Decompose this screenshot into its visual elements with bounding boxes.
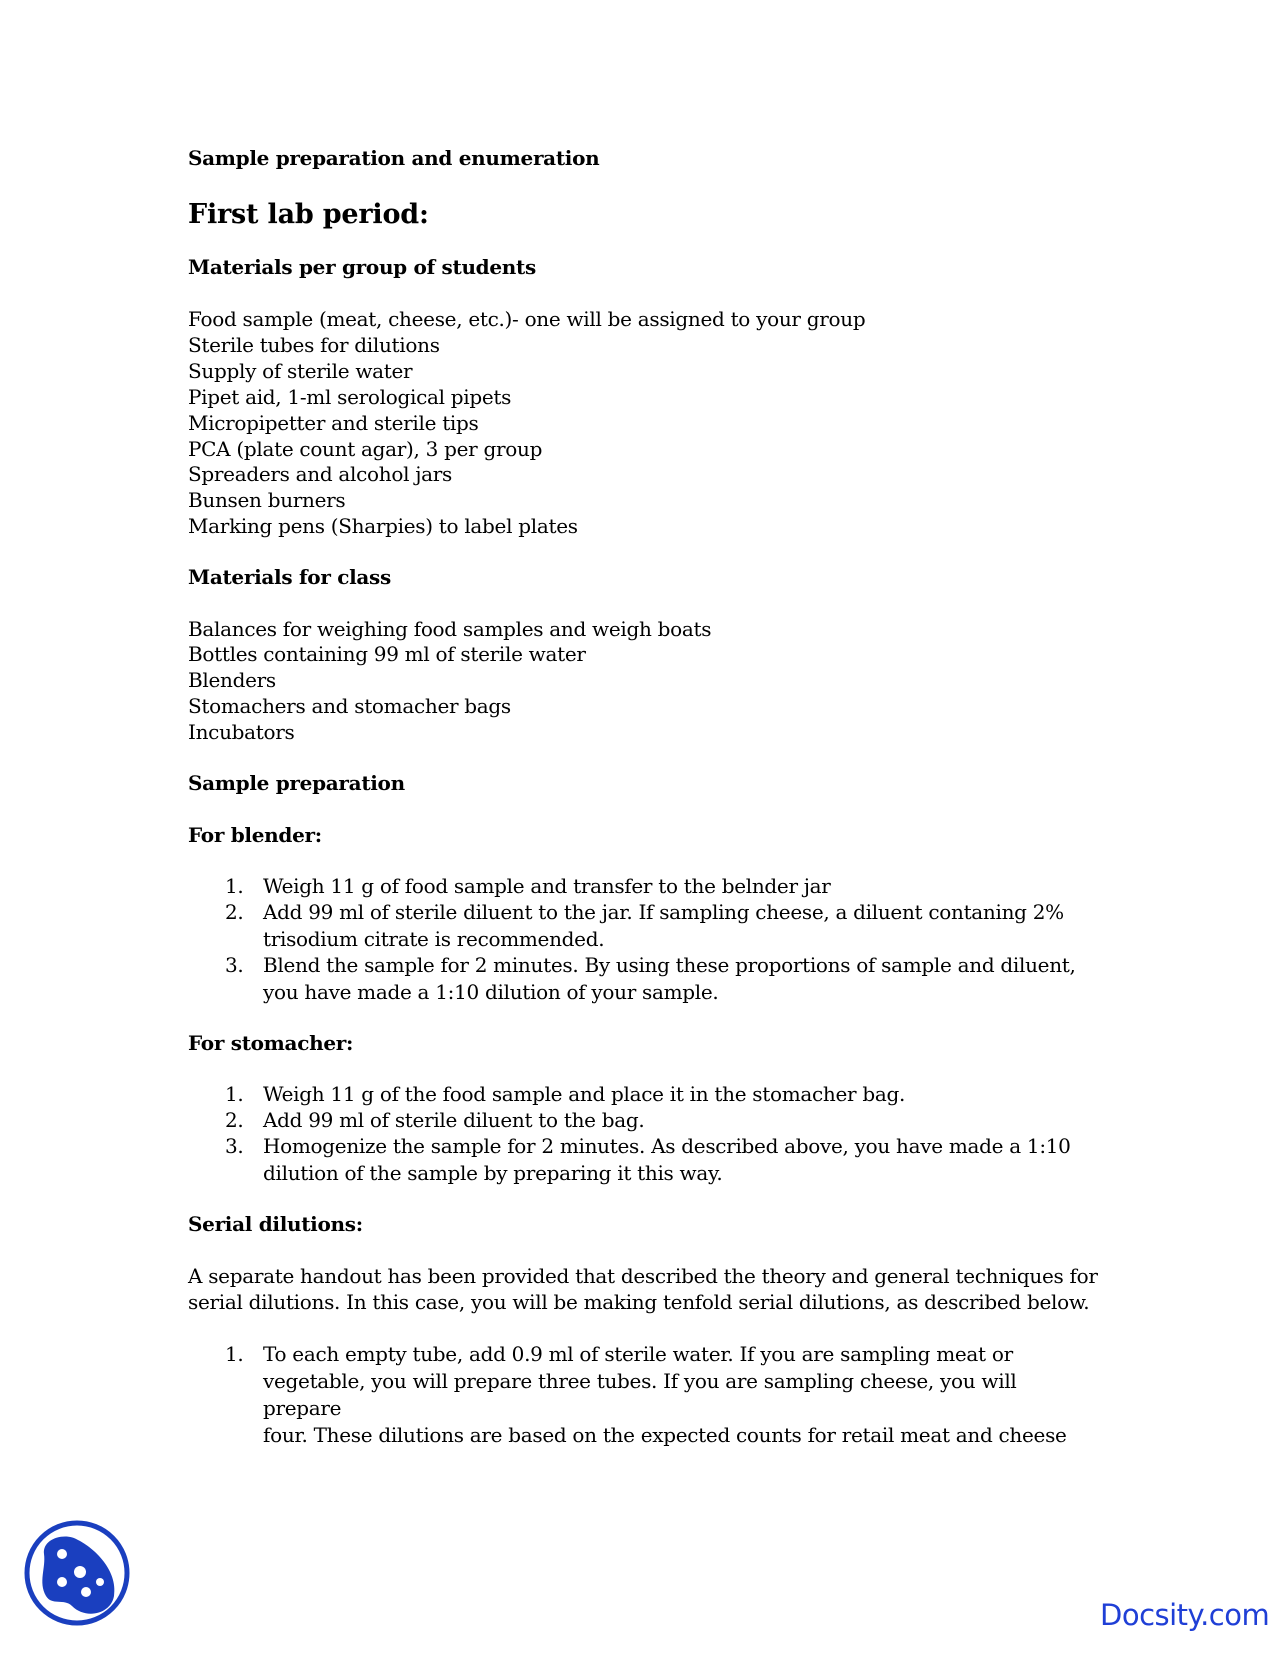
list-number: 1. (225, 1082, 244, 1106)
list-item: Marking pens (Sharpies) to label plates (188, 514, 578, 538)
sample-prep-heading: Sample preparation (188, 771, 405, 795)
list-text: Weigh 11 g of food sample and transfer to the belnder jar (263, 874, 831, 898)
stomacher-heading: For stomacher: (188, 1031, 354, 1055)
docsity-logo-icon[interactable] (22, 1518, 132, 1628)
list-text: Homogenize the sample for 2 minutes. As described above, you have made a 1:10 dilution of the sample by preparing it this way. (263, 1134, 1071, 1185)
docsity-brand-link[interactable]: Docsity.com (1100, 1598, 1270, 1632)
list-text: Add 99 ml of sterile diluent to the bag. (263, 1108, 645, 1132)
list-item: Spreaders and alcohol jars (188, 462, 452, 486)
list-item: Pipet aid, 1-ml serological pipets (188, 385, 512, 409)
lab-period-heading: First lab period: (188, 199, 429, 230)
list-number: 1. (225, 1342, 244, 1366)
list-text: Blend the sample for 2 minutes. By using these proportions of sample and diluent, you have made a 1:10 dilution of your sample. (263, 953, 1076, 1004)
list-item: Food sample (meat, cheese, etc.)- one will be assigned to your group (188, 307, 866, 331)
list-item: Incubators (188, 720, 295, 744)
list-item: Sterile tubes for dilutions (188, 333, 440, 357)
list-number: 3. (225, 1134, 244, 1158)
list-number: 2. (225, 900, 244, 924)
paragraph-line: A separate handout has been provided that described the theory and general techniques for (188, 1264, 1098, 1288)
list-number: 1. (225, 874, 244, 898)
serial-heading: Serial dilutions: (188, 1212, 363, 1236)
list-text: To each empty tube, add 0.9 ml of sterile water. If you are sampling meat or vegetable, you will prepare three tubes. If you are sampling cheese, you will prepare four. These dilutions are based on the expected counts for retail meat and cheese (263, 1342, 1067, 1447)
list-item: Blenders (188, 668, 276, 692)
list-text: Weigh 11 g of the food sample and place it in the stomacher bag. (263, 1082, 906, 1106)
materials-class-heading: Materials for class (188, 565, 391, 589)
blender-heading: For blender: (188, 823, 322, 847)
list-item: Bottles containing 99 ml of sterile water (188, 642, 586, 666)
list-item: Bunsen burners (188, 488, 346, 512)
list-item: Stomachers and stomacher bags (188, 694, 511, 718)
materials-group-heading: Materials per group of students (188, 255, 536, 279)
list-item: PCA (plate count agar), 3 per group (188, 437, 543, 461)
section-title: Sample preparation and enumeration (188, 146, 600, 170)
list-number: 3. (225, 953, 244, 977)
paragraph-line: serial dilutions. In this case, you will be making tenfold serial dilutions, as described below. (188, 1290, 1090, 1314)
list-text: Add 99 ml of sterile diluent to the jar. If sampling cheese, a diluent contaning 2% trisodium citrate is recommended. (263, 900, 1064, 951)
list-item: Micropipetter and sterile tips (188, 411, 479, 435)
list-item: Balances for weighing food samples and weigh boats (188, 617, 712, 641)
list-item: Supply of sterile water (188, 359, 413, 383)
list-number: 2. (225, 1108, 244, 1132)
